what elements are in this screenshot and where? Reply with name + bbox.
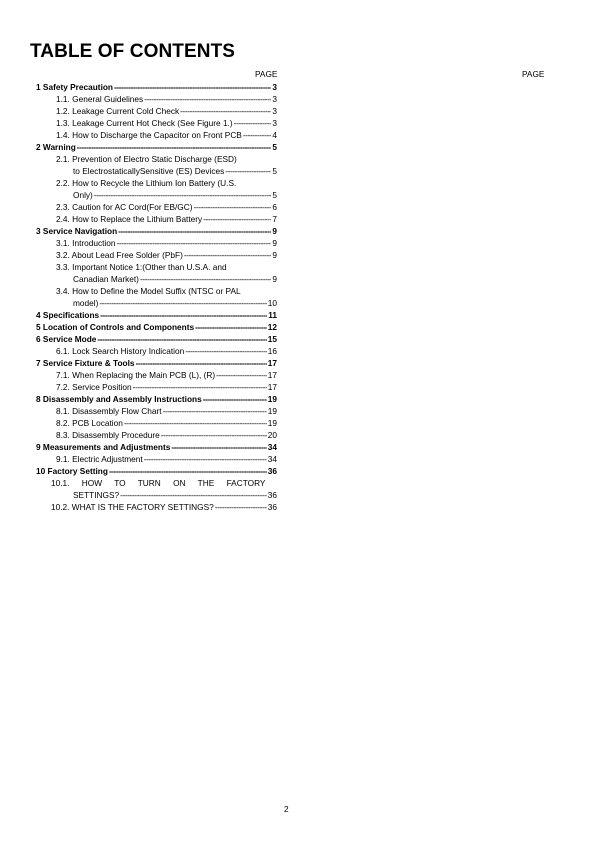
toc-entry-text: 7.2. Service Position xyxy=(56,382,132,392)
toc-entry-text: 9 Measurements and Adjustments xyxy=(36,442,171,452)
leader-dots xyxy=(203,393,267,405)
toc-entry-page: 12 xyxy=(267,322,277,332)
leader-dots xyxy=(185,345,267,357)
toc-entry-page: 16 xyxy=(267,346,277,356)
toc-entry-text: 2.3. Caution for AC Cord(For EB/GC) xyxy=(56,202,193,212)
toc-entry-text: 9.1. Electric Adjustment xyxy=(56,454,143,464)
toc-entry[interactable] xyxy=(36,321,277,333)
leader-dots xyxy=(243,129,272,141)
leader-dots xyxy=(140,273,271,285)
leader-dots xyxy=(133,381,267,393)
toc-entry[interactable] xyxy=(56,105,277,117)
toc-entry-text: 6 Service Mode xyxy=(36,334,97,344)
toc-entry-text: 3 Service Navigation xyxy=(36,226,118,236)
toc-entry-text[interactable]: 3.4. How to Define the Model Suffix (NTSC or PAL xyxy=(56,286,241,296)
toc-entry[interactable] xyxy=(56,117,277,129)
leader-dots xyxy=(161,429,267,441)
toc-entry-text[interactable]: 10.1. HOW TO TURN ON THE FACTORY xyxy=(51,478,266,488)
toc-entry-page: 20 xyxy=(267,430,277,440)
leader-dots xyxy=(234,117,272,129)
toc-entry[interactable] xyxy=(56,417,277,429)
toc-entry-page: 17 xyxy=(267,370,277,380)
toc-entry[interactable] xyxy=(73,489,277,501)
leader-dots xyxy=(77,141,272,153)
toc-entry-page: 9 xyxy=(272,226,277,236)
leader-dots xyxy=(194,201,272,213)
toc-entry-text: Canadian Market) xyxy=(73,274,139,284)
toc-entry-text: 10.2. WHAT IS THE FACTORY SETTINGS? xyxy=(51,502,214,512)
toc-entry[interactable] xyxy=(56,201,277,213)
leader-dots xyxy=(195,321,267,333)
toc-entry-text: 3.1. Introduction xyxy=(56,238,116,248)
toc-entry-page: 6 xyxy=(272,202,277,212)
leader-dots xyxy=(124,417,267,429)
toc-entry-page: 3 xyxy=(272,106,277,116)
toc-entry-page: 5 xyxy=(272,190,277,200)
toc-entry-page: 34 xyxy=(267,454,277,464)
leader-dots xyxy=(114,81,271,93)
toc-entry-text: SETTINGS? xyxy=(73,490,120,500)
toc-entry[interactable] xyxy=(36,225,277,237)
leader-dots xyxy=(180,105,271,117)
toc-entry[interactable] xyxy=(73,273,277,285)
toc-entry-page: 10 xyxy=(267,298,277,308)
toc-entry[interactable] xyxy=(56,237,277,249)
toc-entry-text: 2 Warning xyxy=(36,142,76,152)
leader-dots xyxy=(109,465,267,477)
toc-entry-text: 1.1. General Guidelines xyxy=(56,94,144,104)
toc-entry-page: 9 xyxy=(272,274,277,284)
leader-dots xyxy=(144,453,267,465)
leader-dots xyxy=(94,189,272,201)
toc-entry-page: 5 xyxy=(272,142,277,152)
toc-entry-text[interactable]: 3.3. Important Notice 1:(Other than U.S.A. and xyxy=(56,262,227,272)
toc-entry-page: 3 xyxy=(272,82,277,92)
toc-entry-page: 11 xyxy=(268,310,277,320)
toc-entry-text: 7 Service Fixture & Tools xyxy=(36,358,135,368)
leader-dots xyxy=(225,165,271,177)
toc-entry-text: 4 Specifications xyxy=(36,310,100,320)
leader-dots xyxy=(144,93,271,105)
leader-dots xyxy=(136,357,267,369)
leader-dots xyxy=(97,333,266,345)
toc-entry[interactable] xyxy=(36,441,277,453)
leader-dots xyxy=(216,369,267,381)
toc-entry[interactable] xyxy=(73,165,277,177)
toc-entry[interactable] xyxy=(56,129,277,141)
toc-entry-page: 34 xyxy=(267,442,277,452)
toc-entry-page: 17 xyxy=(267,358,277,368)
page-column-label-right: PAGE xyxy=(522,69,545,79)
leader-dots xyxy=(117,237,272,249)
toc-entry-text: 8.1. Disassembly Flow Chart xyxy=(56,406,162,416)
leader-dots xyxy=(120,489,267,501)
toc-entry-text: 1.3. Leakage Current Hot Check (See Figure 1.) xyxy=(56,118,233,128)
toc-entry-page: 7 xyxy=(272,214,277,224)
toc-entry[interactable] xyxy=(73,297,277,309)
toc-entry-page: 36 xyxy=(267,502,277,512)
toc-entry-text: 3.2. About Lead Free Solder (PbF) xyxy=(56,250,183,260)
toc-entry-page: 19 xyxy=(267,406,277,416)
toc-entry[interactable] xyxy=(51,501,277,513)
toc-entry[interactable] xyxy=(73,189,277,201)
toc-entry-text: Only) xyxy=(73,190,93,200)
toc-entry[interactable] xyxy=(36,465,277,477)
toc-entry[interactable] xyxy=(36,393,277,405)
leader-dots xyxy=(100,309,267,321)
toc-entry-text: 5 Location of Controls and Components xyxy=(36,322,195,332)
toc-entry[interactable] xyxy=(36,357,277,369)
toc-entry-page: 5 xyxy=(272,166,277,176)
toc-entry-text: 1.2. Leakage Current Cold Check xyxy=(56,106,180,116)
toc-entry[interactable] xyxy=(56,369,277,381)
leader-dots xyxy=(184,249,272,261)
toc-entry-text: 10 Factory Setting xyxy=(36,466,108,476)
toc-entry-text: 1 Safety Precaution xyxy=(36,82,114,92)
toc-entry-page: 15 xyxy=(267,334,277,344)
toc-entry-page: 17 xyxy=(267,382,277,392)
toc-entry[interactable] xyxy=(56,213,277,225)
toc-title: TABLE OF CONTENTS xyxy=(30,41,236,62)
toc-entry-text: 8 Disassembly and Assembly Instructions xyxy=(36,394,202,404)
page-number: 2 xyxy=(284,804,289,814)
toc-entry-text: to ElectrostaticallySensitive (ES) Devices xyxy=(73,166,225,176)
toc-entry-text: 8.2. PCB Location xyxy=(56,418,123,428)
toc-entry-text: 6.1. Lock Search History Indication xyxy=(56,346,185,356)
toc-entry[interactable] xyxy=(36,141,277,153)
leader-dots xyxy=(203,213,271,225)
leader-dots xyxy=(215,501,267,513)
leader-dots xyxy=(171,441,266,453)
toc-entry[interactable] xyxy=(36,81,277,93)
toc-entry-text: model) xyxy=(73,298,99,308)
toc-entry[interactable] xyxy=(56,405,277,417)
toc-entry[interactable] xyxy=(56,453,277,465)
leader-dots xyxy=(163,405,267,417)
toc-entry-page: 19 xyxy=(267,418,277,428)
toc-entry[interactable] xyxy=(56,429,277,441)
toc-entry-page: 36 xyxy=(267,490,277,500)
toc-entry[interactable] xyxy=(56,381,277,393)
toc-entry-text: 1.4. How to Discharge the Capacitor on Front PCB xyxy=(56,130,242,140)
toc-entry-text[interactable]: 2.1. Prevention of Electro Static Discharge (ESD) xyxy=(56,154,237,164)
toc-entry-page: 19 xyxy=(267,394,277,404)
toc-entry-page: 9 xyxy=(272,250,277,260)
leader-dots xyxy=(99,297,266,309)
toc-entry[interactable] xyxy=(56,345,277,357)
page-column-label: PAGE xyxy=(255,69,278,79)
toc-entry[interactable] xyxy=(36,333,277,345)
toc-entry-text[interactable]: 2.2. How to Recycle the Lithium Ion Battery (U.S. xyxy=(56,178,237,188)
toc-entry[interactable] xyxy=(56,93,277,105)
toc-entry-text: 8.3. Disassembly Procedure xyxy=(56,430,160,440)
toc-entry-page: 3 xyxy=(272,94,277,104)
toc-entry-page: 36 xyxy=(267,466,277,476)
toc-entry[interactable] xyxy=(56,249,277,261)
leader-dots xyxy=(118,225,271,237)
toc-entry-page: 9 xyxy=(272,238,277,248)
toc-entry-text: 7.1. When Replacing the Main PCB (L), (R) xyxy=(56,370,216,380)
toc-entry-text: 2.4. How to Replace the Lithium Battery xyxy=(56,214,203,224)
toc-entry[interactable] xyxy=(36,309,277,321)
toc-entry-page: 4 xyxy=(272,130,277,140)
toc-entry-page: 3 xyxy=(272,118,277,128)
